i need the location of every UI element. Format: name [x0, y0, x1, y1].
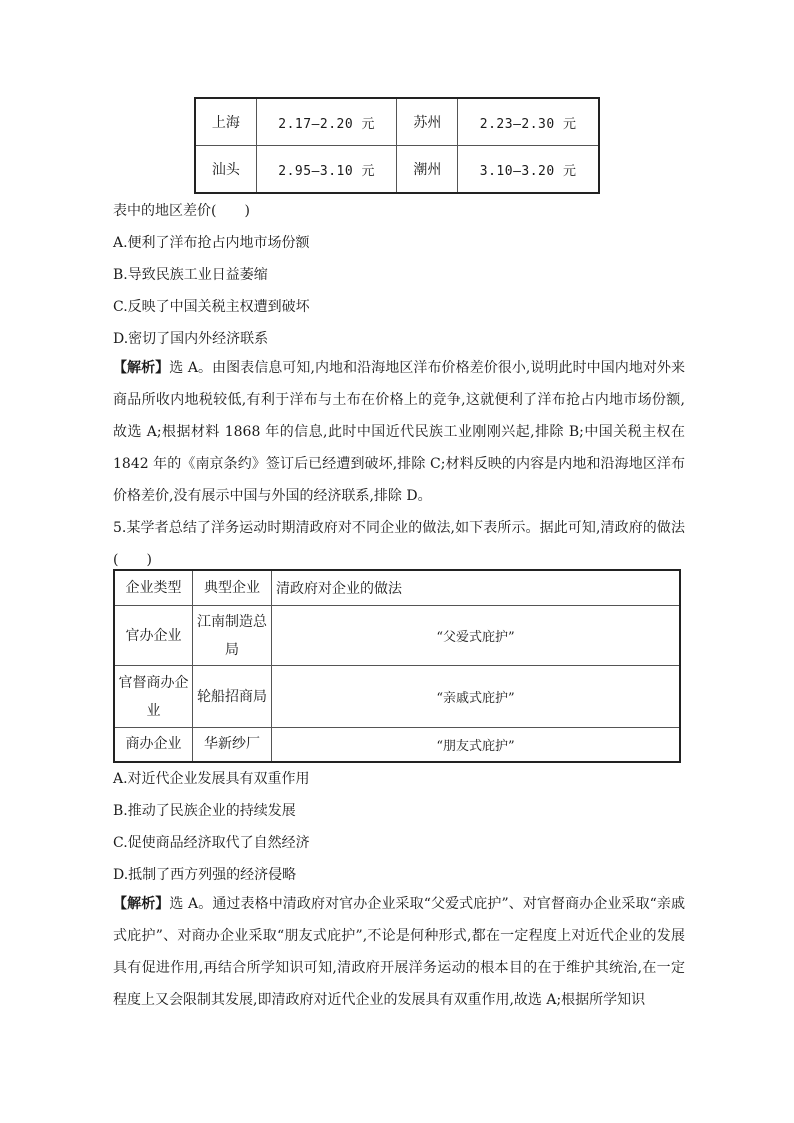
analysis-text: 选 A。通过表格中清政府对官办企业采取“父爱式庇护”、对官督商办企业采取“亲戚式庇护”、对商办企业采取“朋友式庇护”,不论是何种形式,都在一定程度上对近代企业的发展具有促进作用,再结合所学知识可知,清政府开展洋务运动的根本目的在于维护其统治,在一定程度上又会限制其发展,即清政府对近代企业的发展具有双重作用,故选 A;根据所学知识 [113, 896, 686, 1008]
table-cell: 商办企业 [114, 728, 193, 762]
analysis-text: 选 A。由图表信息可知,内地和沿海地区洋布价格差价很小,说明此时中国内地对外来商品所收内地税较低,有利于洋布与土布在价格上的竞争,这就便利了洋布抢占内地市场份额,故选 A;根据材料 1868 年的信息,此时中国近代民族工业刚刚兴起,排除 B;中国关税主权在 1842 年的《南京条约》签订后已经遭到破坏,排除 C;材料反映的内容是内地和沿海地区洋布价格差价,没有展示中国与外国的经济联系,排除 D。 [113, 360, 685, 504]
option-b: B.推动了民族企业的持续发展 [113, 803, 296, 819]
table-row [114, 606, 680, 666]
table-row [195, 146, 599, 194]
option-d: D.密切了国内外经济联系 [113, 331, 269, 347]
option-a: A.便利了洋布抢占内地市场份额 [113, 235, 310, 251]
table-cell: “亲戚式庇护” [272, 666, 681, 728]
table-cell: 华新纱厂 [193, 728, 272, 762]
table-cell: “朋友式庇护” [272, 728, 681, 762]
table-row [195, 98, 599, 146]
option-c: C.促使商品经济取代了自然经济 [113, 835, 310, 851]
analysis-paragraph [113, 352, 685, 512]
table-header-cell: 典型企业 [193, 570, 272, 606]
price-table [194, 97, 600, 194]
analysis-tag: 【解析】 [113, 896, 170, 912]
table-row [114, 666, 680, 728]
table-header-cell: 清政府对企业的做法 [272, 570, 681, 606]
table-cell: 上海 [195, 98, 256, 146]
analysis-paragraph [113, 888, 685, 1016]
option-a: A.对近代企业发展具有双重作用 [113, 771, 310, 787]
table-cell: 3.10—3.20 元 [458, 146, 599, 194]
option-b: B.导致民族工业日益萎缩 [113, 267, 268, 283]
table-cell: 官督商办企业 [114, 666, 193, 728]
table-cell: 2.23—2.30 元 [458, 98, 599, 146]
table-cell: 潮州 [397, 146, 458, 194]
option-c: C.反映了中国关税主权遭到破坏 [113, 299, 310, 315]
policy-table [113, 569, 681, 763]
question-stem: 表中的地区差价( ) [113, 203, 250, 219]
table-row [114, 728, 680, 762]
table-cell: “父爱式庇护” [272, 606, 681, 666]
table-cell: 官办企业 [114, 606, 193, 666]
option-d: D.抵制了西方列强的经济侵略 [113, 867, 297, 883]
table-header-row [114, 570, 680, 606]
table-header-cell: 企业类型 [114, 570, 193, 606]
table-cell: 2.17—2.20 元 [256, 98, 397, 146]
table-cell: 2.95—3.10 元 [256, 146, 397, 194]
table-cell: 轮船招商局 [193, 666, 272, 728]
table-cell: 苏州 [397, 98, 458, 146]
question-stem: 5.某学者总结了洋务运动时期清政府对不同企业的做法,如下表所示。据此可知,清政府的做法( ) [113, 520, 685, 568]
table-cell: 汕头 [195, 146, 256, 194]
analysis-tag: 【解析】 [113, 360, 170, 376]
table-cell: 江南制造总局 [193, 606, 272, 666]
